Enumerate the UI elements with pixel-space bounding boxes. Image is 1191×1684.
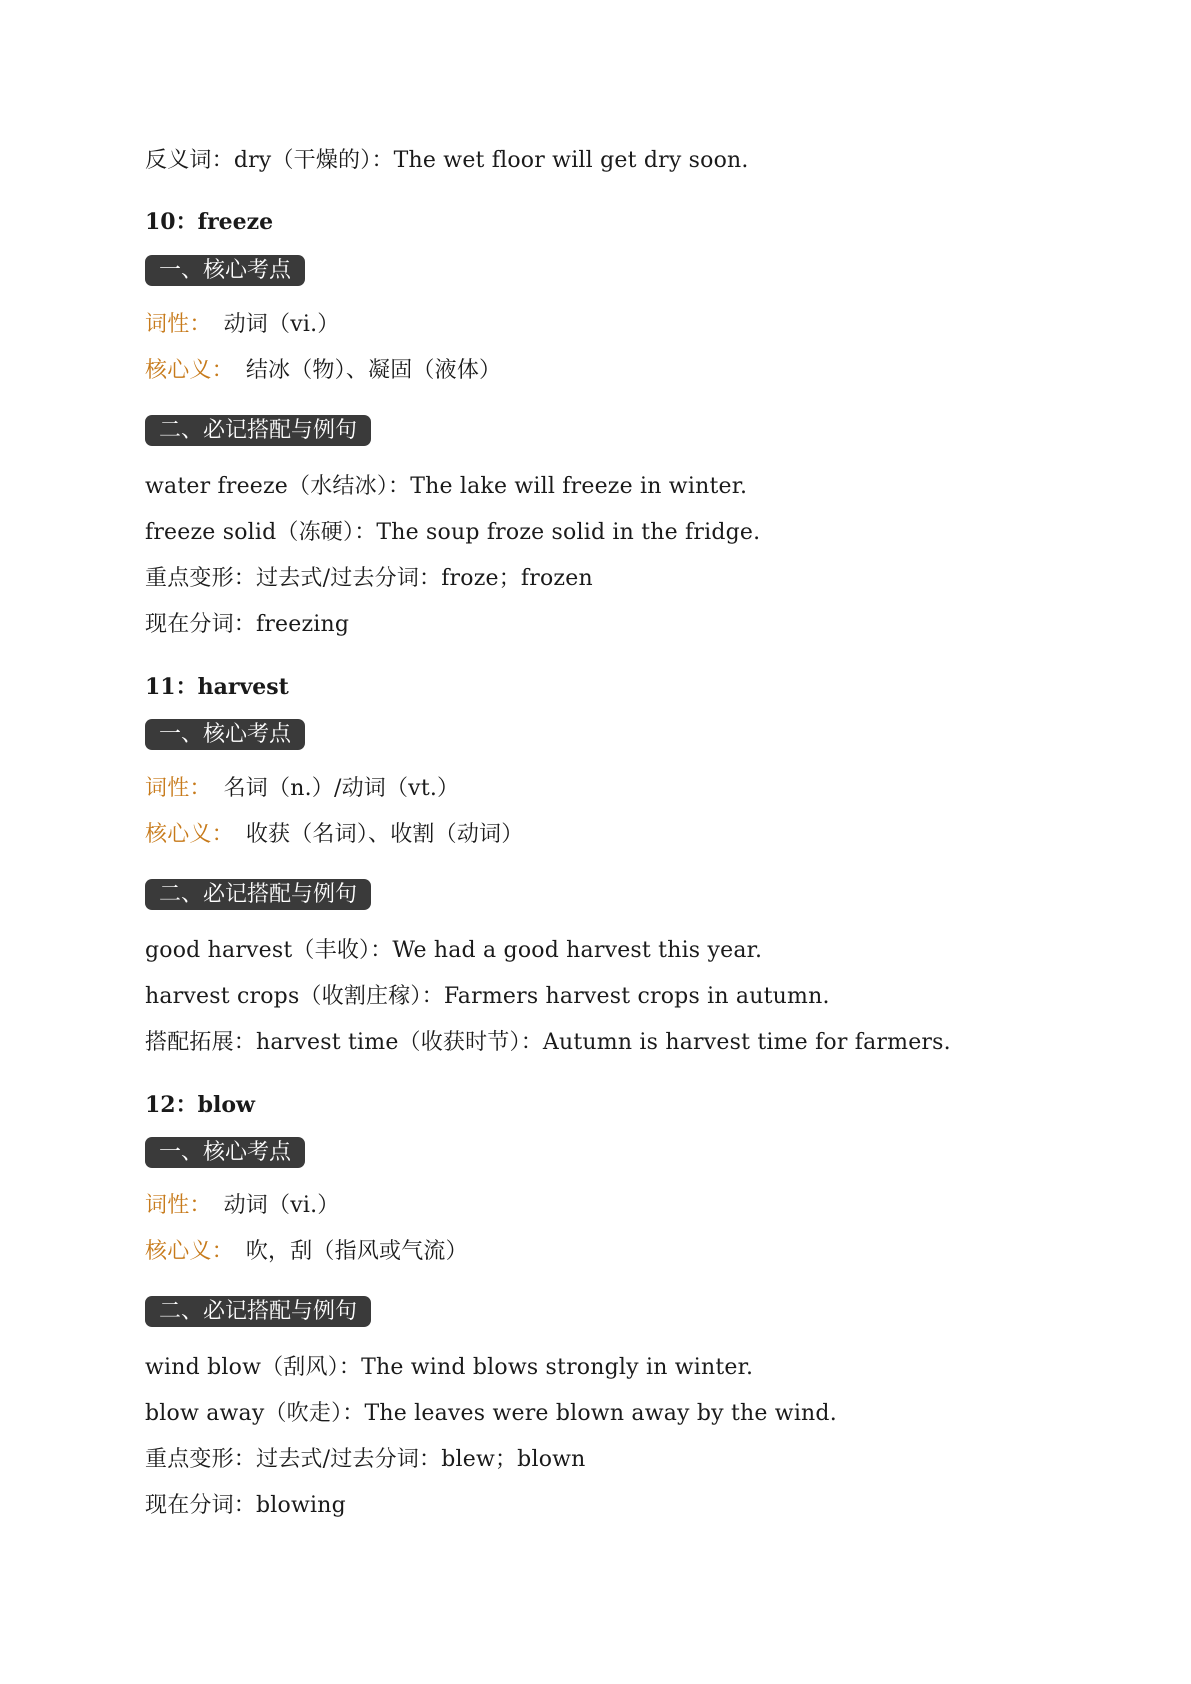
antonym-line [145, 146, 749, 176]
meaning-label: 核心义： [145, 1239, 234, 1264]
meaning-label: 核心义： [145, 822, 234, 847]
pos-label: 词性： [145, 1193, 212, 1218]
core-meaning-line [145, 1237, 468, 1267]
part-of-speech-line [145, 1191, 339, 1221]
pos-value: 动词（vi.） [223, 312, 340, 337]
example-line: wind blow（刮风）：The wind blows strongly in winter. [145, 1355, 754, 1380]
example-line: harvest crops（收割庄稼）：Farmers harvest crops in autumn. [145, 984, 830, 1009]
antonym-text: dry（干燥的）：The wet floor will get dry soon. [233, 148, 749, 173]
antonym-label: 反义词： [145, 148, 234, 173]
pos-value: 动词（vi.） [223, 1193, 340, 1218]
pos-label: 词性： [145, 312, 212, 337]
entry-heading: 11：harvest [145, 674, 289, 700]
example-line: 重点变形：过去式/过去分词：blew；blown [145, 1447, 586, 1472]
example-line: blow away（吹走）：The leaves were blown away by the wind. [145, 1401, 837, 1426]
core-meaning-line [145, 356, 501, 386]
core-meaning-line [145, 820, 523, 850]
section-badge-core: 一、核心考点 [145, 255, 305, 286]
section-badge-collocations: 二、必记搭配与例句 [145, 879, 371, 910]
example-line: 现在分词：freezing [145, 612, 350, 637]
section-badge-collocations: 二、必记搭配与例句 [145, 415, 371, 446]
entry-heading: 10：freeze [145, 209, 274, 235]
meaning-value: 收获（名词）、收割（动词） [245, 822, 524, 847]
section-badge-core: 一、核心考点 [145, 1137, 305, 1168]
entry-heading: 12：blow [145, 1092, 255, 1118]
section-badge-collocations: 二、必记搭配与例句 [145, 1296, 371, 1327]
meaning-value: 吹，刮（指风或气流） [245, 1239, 468, 1264]
example-line: 重点变形：过去式/过去分词：froze；frozen [145, 566, 593, 591]
example-line: good harvest（丰收）：We had a good harvest this year. [145, 938, 763, 963]
example-line: water freeze（水结冰）：The lake will freeze in winter. [145, 474, 748, 499]
section-badge-core: 一、核心考点 [145, 719, 305, 750]
pos-value: 名词（n.）/动词（vt.） [223, 776, 460, 801]
meaning-value: 结冰（物）、凝固（液体） [245, 358, 502, 383]
pos-label: 词性： [145, 776, 212, 801]
example-line: 搭配拓展：harvest time（收获时节）：Autumn is harvest time for farmers. [145, 1030, 951, 1055]
example-line: 现在分词：blowing [145, 1493, 346, 1518]
example-line: freeze solid（冻硬）：The soup froze solid in the fridge. [145, 520, 761, 545]
meaning-label: 核心义： [145, 358, 234, 383]
part-of-speech-line [145, 774, 459, 804]
part-of-speech-line [145, 310, 339, 340]
